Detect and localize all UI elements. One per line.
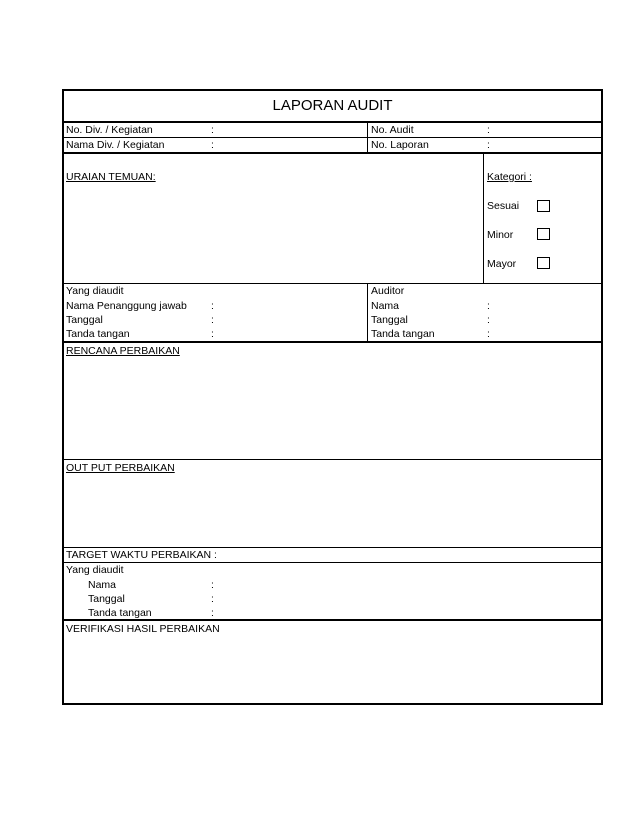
no-audit-colon: : (487, 124, 490, 136)
form-title: LAPORAN AUDIT (272, 97, 393, 114)
divider (64, 152, 601, 154)
no-audit-label: No. Audit (371, 124, 414, 136)
auditee2-ttd-label: Tanda tangan (88, 607, 152, 619)
auditor-nama-label: Nama (371, 300, 400, 312)
auditee2-nama-label: Nama (88, 579, 117, 591)
target-waktu-heading: TARGET WAKTU PERBAIKAN : (66, 549, 217, 561)
auditor-ttd-label: Tanda tangan (371, 328, 435, 340)
audit-report-form (62, 89, 603, 705)
divider (64, 283, 601, 284)
divider (64, 121, 601, 123)
divider (64, 341, 601, 343)
divider (64, 562, 601, 563)
kategori-minor-label: Minor (487, 229, 514, 241)
auditee-pj-colon: : (211, 300, 214, 312)
uraian-temuan-heading: URAIAN TEMUAN: (66, 171, 156, 183)
nama-div-label: Nama Div. / Kegiatan (66, 139, 165, 151)
no-laporan-label: No. Laporan (371, 139, 429, 151)
auditee-heading: Yang diaudit (66, 285, 124, 297)
auditor-tanggal-label: Tanggal (371, 314, 408, 326)
no-div-colon: : (211, 124, 214, 136)
auditee2-ttd-colon: : (211, 607, 214, 619)
kategori-mayor-label: Mayor (487, 258, 517, 270)
nama-div-colon: : (211, 139, 214, 151)
kategori-column-divider (483, 153, 484, 283)
auditor-heading: Auditor (371, 285, 405, 297)
auditee-tanggal-colon: : (211, 314, 214, 326)
divider (64, 459, 601, 460)
kategori-label: Kategori : (487, 171, 532, 183)
signature-column-divider (367, 283, 368, 341)
auditor-nama-colon: : (487, 300, 490, 312)
rencana-perbaikan-heading: RENCANA PERBAIKAN (66, 345, 180, 357)
auditee-ttd-label: Tanda tangan (66, 328, 130, 340)
auditee2-tanggal-colon: : (211, 593, 214, 605)
auditor-tanggal-colon: : (487, 314, 490, 326)
divider (64, 619, 601, 621)
auditee-ttd-colon: : (211, 328, 214, 340)
divider (64, 137, 601, 138)
kategori-sesuai-checkbox[interactable] (537, 200, 550, 212)
header-column-divider (367, 121, 368, 153)
no-laporan-colon: : (487, 139, 490, 151)
auditor-ttd-colon: : (487, 328, 490, 340)
kategori-sesuai-label: Sesuai (487, 200, 520, 212)
auditee2-tanggal-label: Tanggal (88, 593, 125, 605)
kategori-mayor-checkbox[interactable] (537, 257, 550, 269)
auditee-tanggal-label: Tanggal (66, 314, 103, 326)
divider (64, 547, 601, 548)
verifikasi-heading: VERIFIKASI HASIL PERBAIKAN (66, 623, 220, 635)
output-perbaikan-heading: OUT PUT PERBAIKAN (66, 462, 175, 474)
auditee2-nama-colon: : (211, 579, 214, 591)
kategori-minor-checkbox[interactable] (537, 228, 550, 240)
no-div-label: No. Div. / Kegiatan (66, 124, 153, 136)
auditee2-heading: Yang diaudit (66, 564, 124, 576)
auditee-pj-label: Nama Penanggung jawab (66, 300, 187, 312)
